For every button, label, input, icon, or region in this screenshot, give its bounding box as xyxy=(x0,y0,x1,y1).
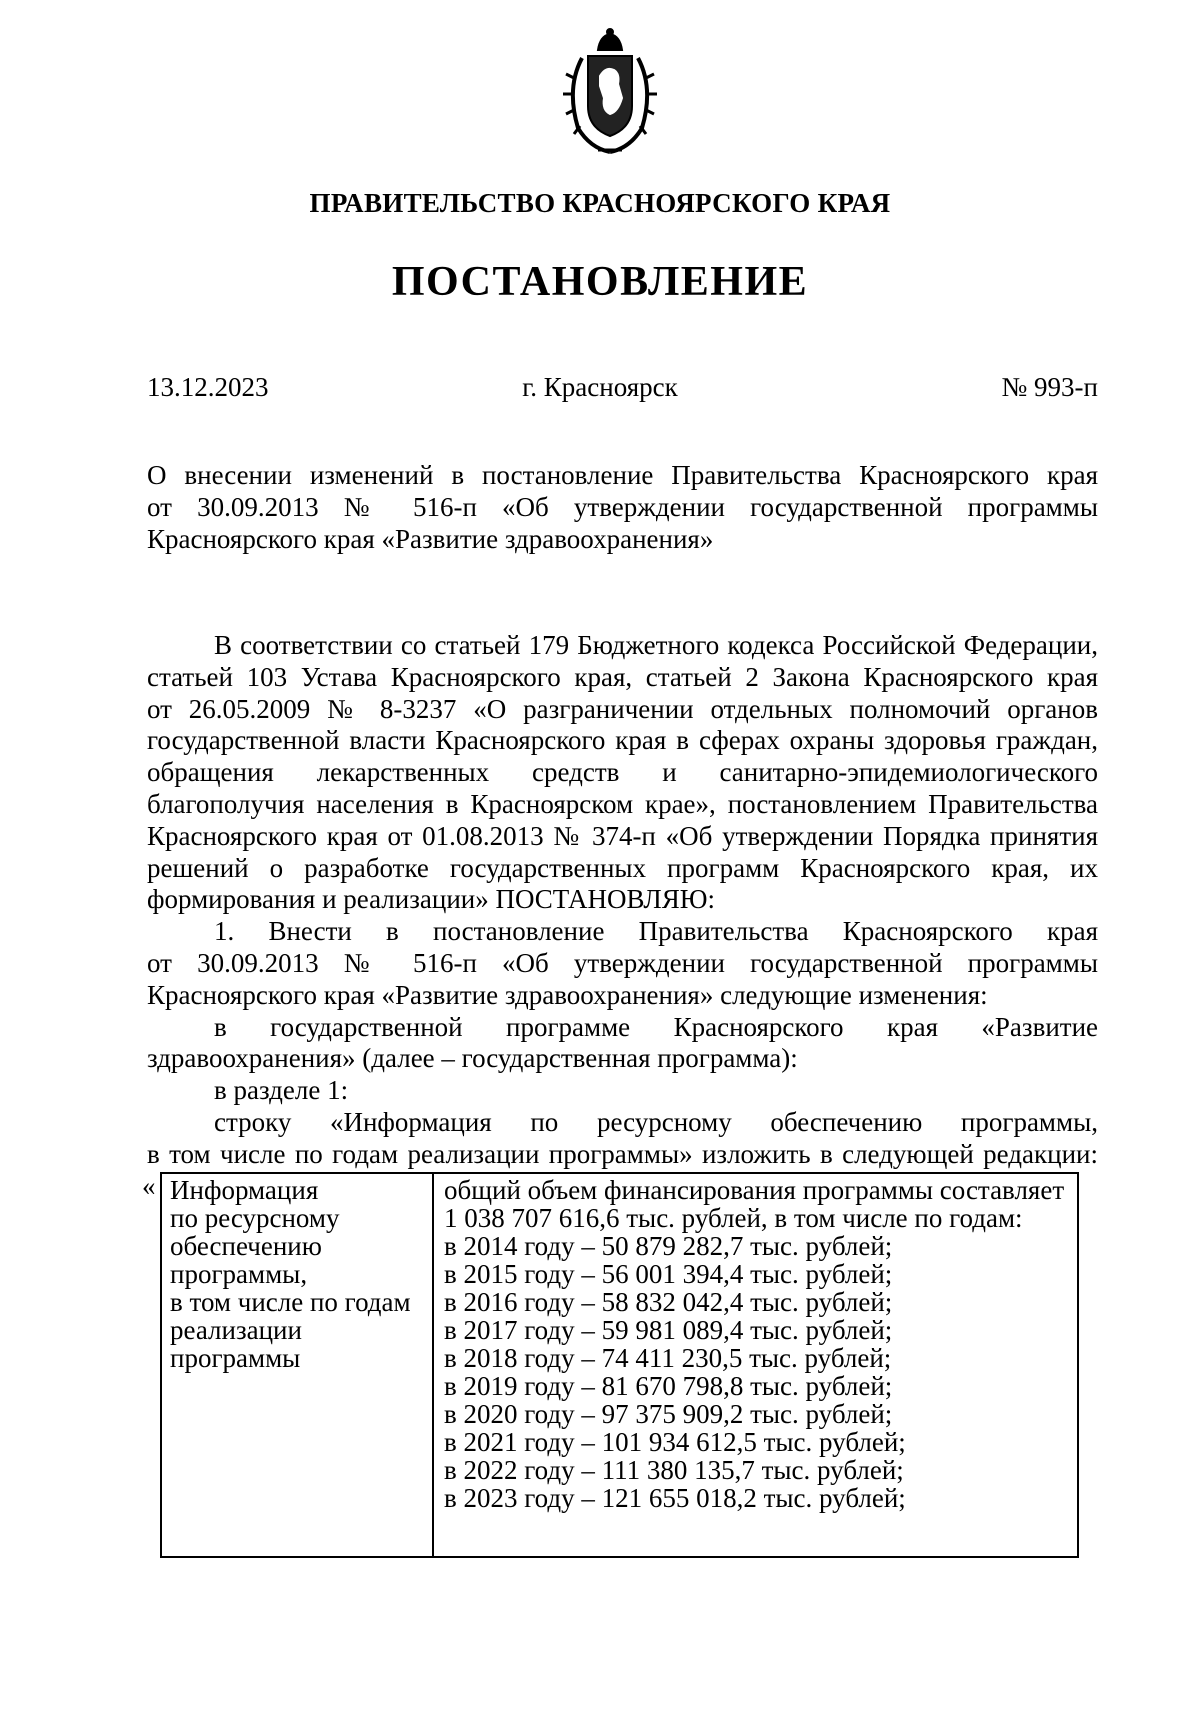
label-line: по ресурсному xyxy=(170,1203,340,1233)
body-line: в разделе 1: xyxy=(214,1075,349,1106)
body-line: благополучия населения в Красноярском крае», постановлением Правительства xyxy=(147,788,1098,819)
body-line: в том числе по годам реализации программы» изложить в следующей редакции: xyxy=(147,1138,1098,1169)
title-line: от 30.09.2013 № 516-п «Об утверждении государственной программы xyxy=(147,491,1098,522)
body-line: государственной власти Красноярского края в сферах охраны здоровья граждан, xyxy=(147,725,1098,756)
value-line: общий объем финансирования программы составляет xyxy=(444,1175,1065,1205)
document-body xyxy=(147,630,1098,1171)
label-line: реализации xyxy=(170,1315,302,1345)
body-line: статьей 103 Устава Красноярского края, статьей 2 Закона Красноярского края xyxy=(147,661,1098,692)
label-line: программы xyxy=(170,1343,301,1373)
value-line: в 2023 году – 121 655 018,2 тыс. рублей; xyxy=(444,1483,906,1513)
body-line: от 26.05.2009 № 8-3237 «О разграничении отдельных полномочий органов xyxy=(147,693,1098,724)
document-number: № 993-п xyxy=(1001,372,1098,402)
value-line: в 2022 году – 111 380 135,7 тыс. рублей; xyxy=(444,1455,904,1485)
table-value-cell xyxy=(444,1176,1074,1512)
document-city: г. Красноярск xyxy=(522,372,678,402)
body-line: от 30.09.2013 № 516-п «Об утверждении государственной программы xyxy=(147,947,1098,978)
body-line: 1. Внести в постановление Правительства Красноярского края xyxy=(214,916,1098,947)
label-line: в том числе по годам xyxy=(170,1287,411,1317)
title-line: О внесении изменений в постановление Правительства Красноярского края xyxy=(147,460,1098,490)
value-line: в 2015 году – 56 001 394,4 тыс. рублей; xyxy=(444,1259,893,1289)
body-line: формирования и реализации» ПОСТАНОВЛЯЮ: xyxy=(147,884,716,915)
value-line: в 2016 году – 58 832 042,4 тыс. рублей; xyxy=(444,1287,893,1317)
label-line: Информация xyxy=(170,1175,319,1205)
value-line: в 2019 году – 81 670 798,8 тыс. рублей; xyxy=(444,1371,893,1401)
value-line: в 2014 году – 50 879 282,7 тыс. рублей; xyxy=(444,1231,893,1261)
body-line: Красноярского края от 01.08.2013 № 374-п «Об утверждении Порядка принятия xyxy=(147,820,1098,851)
body-line: строку «Информация по ресурсному обеспечению программы, xyxy=(214,1106,1098,1137)
body-line: в государственной программе Красноярского края «Развитие xyxy=(214,1011,1098,1042)
coat-of-arms-icon xyxy=(560,28,660,158)
table-frame xyxy=(160,1172,1079,1558)
body-line: В соответствии со статьей 179 Бюджетного кодекса Российской Федерации, xyxy=(214,630,1098,660)
resource-table xyxy=(142,1171,1077,1556)
value-line: в 2021 году – 101 934 612,5 тыс. рублей; xyxy=(444,1427,906,1457)
value-line: в 2018 году – 74 411 230,5 тыс. рублей; xyxy=(444,1343,892,1373)
value-line: в 2020 году – 97 375 909,2 тыс. рублей; xyxy=(444,1399,893,1429)
label-line: программы, xyxy=(170,1259,308,1289)
document-type: ПОСТАНОВЛЕНИЕ xyxy=(391,259,809,305)
value-line: 1 038 707 616,6 тыс. рублей, в том числе по годам: xyxy=(444,1203,1023,1233)
document-title xyxy=(147,460,1098,555)
organization-name: ПРАВИТЕЛЬСТВО КРАСНОЯРСКОГО КРАЯ xyxy=(309,188,891,218)
body-line: решений о разработке государственных программ Красноярского края, их xyxy=(147,852,1098,883)
table-label-cell xyxy=(170,1176,428,1372)
label-line: обеспечению xyxy=(170,1231,322,1261)
title-line: Красноярского края «Развитие здравоохранения» xyxy=(147,523,714,554)
open-quote: « xyxy=(142,1171,156,1201)
body-line: обращения лекарственных средств и санитарно-эпидемиологического xyxy=(147,757,1098,788)
body-line: Красноярского края «Развитие здравоохранения» следующие изменения: xyxy=(147,979,988,1010)
column-divider xyxy=(432,1174,434,1556)
value-line: в 2017 году – 59 981 089,4 тыс. рублей; xyxy=(444,1315,893,1345)
document-date: 13.12.2023 xyxy=(147,372,269,402)
body-line: здравоохранения» (далее – государственная программа): xyxy=(147,1043,798,1074)
